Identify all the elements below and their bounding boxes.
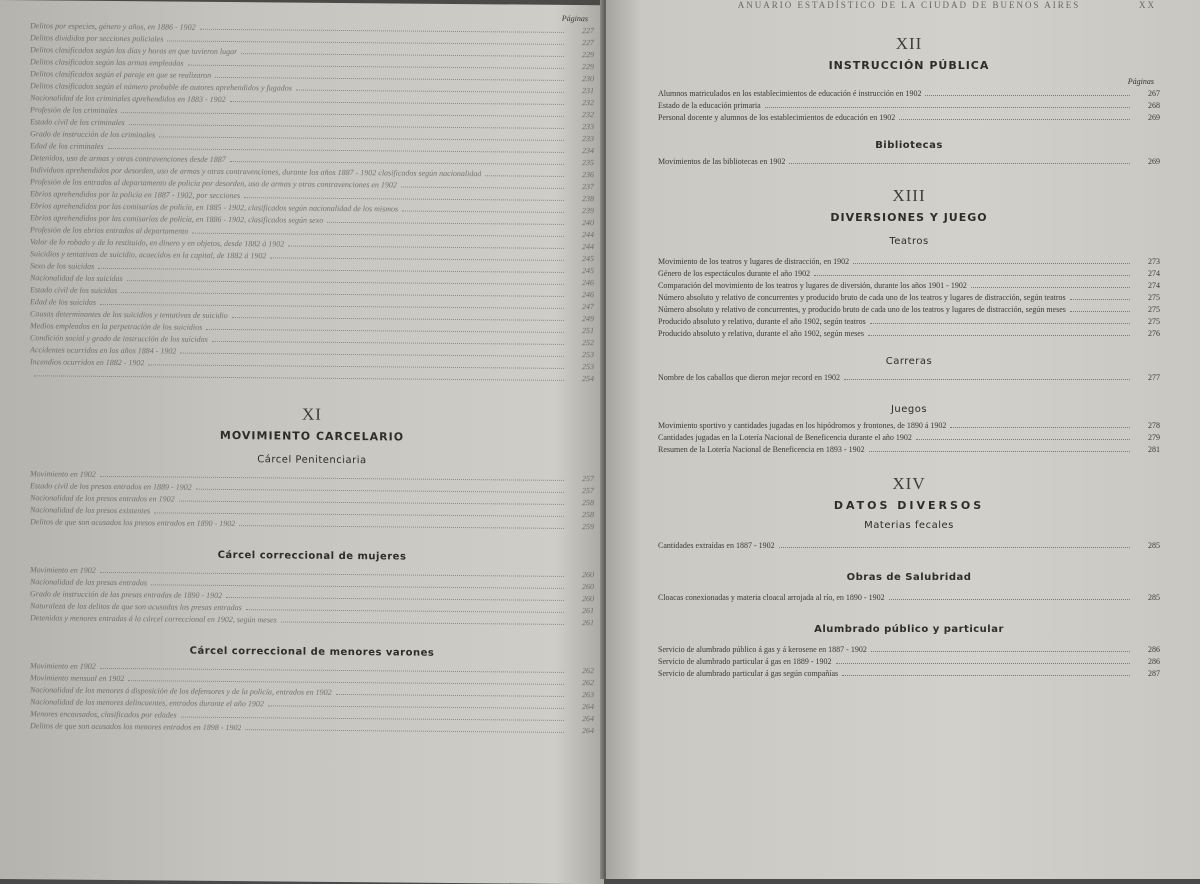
- index-entry-page: 245: [582, 254, 594, 264]
- index-entry-title: Ebrios aprehendidos por la policía en 1887 - 1902, por secciones: [30, 189, 241, 201]
- index-entry-page: 264: [582, 726, 594, 736]
- index-entry: [658, 592, 1160, 604]
- section-title-diversiones-y-juego: DIVERSIONES Y JUEGO: [830, 211, 988, 224]
- dot-leader: [268, 705, 564, 709]
- dot-leader: [226, 597, 564, 601]
- running-header-page-number: XX: [1139, 0, 1156, 10]
- index-entry-title: Estado de la educación primaria: [658, 101, 761, 110]
- subsection-title-carcel-mujeres: Cárcel correccional de mujeres: [217, 549, 407, 563]
- index-entry-title: Nacionalidad de las presas entradas: [30, 577, 148, 588]
- index-entry-title: Número absoluto y relativo de concurrentes, y producido bruto de cada uno de los teatros y lugares de distracción, según meses: [658, 305, 1066, 314]
- index-entry-page: 254: [582, 374, 594, 384]
- index-entry-page: 251: [582, 326, 594, 336]
- index-entry-title: Detenidos, uso de armas y otras contravenciones desde 1887: [30, 153, 226, 164]
- dot-leader: [853, 263, 1130, 264]
- index-entry-page: 274: [1148, 281, 1160, 290]
- dot-leader: [188, 65, 564, 69]
- dot-leader: [127, 280, 564, 285]
- dot-leader: [281, 621, 564, 624]
- index-entry-title: Cloacas conexionadas y materia cloacal arrojada al río, en 1890 - 1902: [658, 593, 885, 602]
- index-entry-page: 233: [582, 122, 594, 132]
- dot-leader: [129, 124, 564, 129]
- dot-leader: [148, 364, 564, 369]
- index-entry-page: 244: [582, 242, 594, 252]
- index-entry-page: 263: [582, 690, 594, 700]
- index-entry-page: 278: [1148, 421, 1160, 430]
- index-entry-title: Delitos de que son acusados los menores entrados en 1898 - 1902: [30, 721, 242, 733]
- index-entry-title: Accidentes ocurridos en los años 1884 - 1902: [30, 345, 177, 356]
- dot-leader: [869, 451, 1130, 452]
- mujeres-index-list: [30, 564, 594, 629]
- index-entry: [658, 292, 1160, 304]
- index-entry-page: 229: [582, 50, 594, 60]
- dot-leader: [108, 148, 564, 153]
- index-entry-page: 227: [582, 26, 594, 36]
- index-entry: [658, 372, 1160, 384]
- subsection-title-teatros: Teatros: [889, 236, 929, 247]
- index-entry-page: 269: [1148, 157, 1160, 166]
- dot-leader: [232, 317, 564, 321]
- index-entry-page: 264: [582, 714, 594, 724]
- index-entry-title: Delitos de que son acusados los presos entrados en 1890 - 1902: [30, 517, 236, 529]
- index-entry-page: 261: [582, 618, 594, 628]
- index-entry-title: Incendios ocurridos en 1882 - 1902: [30, 357, 145, 368]
- dot-leader: [180, 353, 564, 357]
- dot-leader: [1070, 299, 1130, 300]
- index-entry-title: Cantidades extraídas en 1887 - 1902: [658, 541, 775, 550]
- index-entry: [658, 304, 1160, 316]
- index-entry-title: Medios empleados en la perpetración de los suicidios: [30, 321, 203, 332]
- index-entry-title: Estado civil de los suicidas: [30, 285, 118, 296]
- index-entry-title: Ebrios aprehendidos por las comisarías de policía, en 1886 - 1902, clasificados según sexo: [30, 213, 324, 225]
- dot-leader: [179, 501, 564, 505]
- dot-leader: [206, 329, 564, 333]
- index-entry-title: Menores encausados, clasificados por edades: [30, 709, 177, 720]
- index-entry-title: Personal docente y alumnos de los establecimientos de educación en 1902: [658, 113, 896, 122]
- index-entry-title: Movimiento de los teatros y lugares de distracción, en 1902: [658, 257, 850, 266]
- dot-leader: [871, 651, 1130, 652]
- dot-leader: [244, 197, 564, 201]
- index-entry-title: Grado de instrucción de los criminales: [30, 129, 156, 140]
- index-entry-page: 262: [582, 678, 594, 688]
- dot-leader: [842, 675, 1130, 676]
- index-entry-page: 274: [1148, 269, 1160, 278]
- dot-leader: [870, 323, 1130, 324]
- index-entry-page: 235: [582, 158, 594, 168]
- dot-leader: [401, 186, 564, 188]
- index-entry-title: Estado civil de los criminales: [30, 117, 125, 128]
- dot-leader: [889, 599, 1130, 600]
- section-title-instruccion-publica: INSTRUCCIÓN PÚBLICA: [828, 59, 990, 72]
- index-entry-page: 252: [582, 338, 594, 348]
- index-entry-page: 268: [1148, 101, 1160, 110]
- index-entry-title: Estado civil de los presos entrados en 1889 - 1902: [30, 481, 192, 492]
- dot-leader: [200, 29, 564, 33]
- index-entry-title: Profesión de los entrados al departamento de policía por desorden, uso de armas y otras contravenciones en 1902: [30, 177, 397, 190]
- index-entry-title: Nacionalidad de los suicidas: [30, 273, 123, 284]
- index-entry-title: Número absoluto y relativo de concurrentes y producido bruto de cada uno de los teatros y lugares de distracción, según teatros: [658, 293, 1066, 302]
- index-entry-page: 281: [1148, 445, 1160, 454]
- teatros-index-list: [658, 256, 1160, 340]
- index-entry-page: 260: [582, 594, 594, 604]
- subsection-title-bibliotecas: Bibliotecas: [875, 140, 943, 151]
- paginas-label: Páginas: [561, 13, 588, 24]
- dot-leader: [899, 119, 1130, 120]
- index-entry-title: Servicio de alumbrado particular á gas en 1889 - 1902: [658, 657, 832, 666]
- materias-index-list: [658, 540, 1160, 552]
- index-entry-title: Cantidades jugadas en la Lotería Nacional de Beneficencia durante el año 1902: [658, 433, 912, 442]
- bibliotecas-index-list: [658, 156, 1160, 168]
- index-entry-title: Movimiento sportivo y cantidades jugadas en los hipódromos y frontones, de 1890 á 1902: [658, 421, 947, 430]
- index-entry-page: 279: [1148, 433, 1160, 442]
- index-entry-title: Resumen de la Lotería Nacional de Beneficencia en 1893 - 1902: [658, 445, 865, 454]
- section-title-datos-diversos: DATOS DIVERSOS: [833, 499, 985, 512]
- index-entry-page: 237: [582, 182, 594, 192]
- index-entry-title: Alumnos matriculados en los establecimientos de educación é instrucción en 1902: [658, 89, 922, 98]
- index-entry-title: Condición social y grado de instrucción de los suicidas: [30, 333, 208, 344]
- index-entry-page: 277: [1148, 373, 1160, 382]
- index-entry-title: Delitos clasificados según las armas empleadas: [30, 57, 184, 68]
- index-entry-page: 247: [582, 302, 594, 312]
- index-entry-title: Movimiento en 1902: [30, 661, 96, 671]
- index-entry-title: Naturaleza de los delitos de que son acusadas las presas entradas: [30, 601, 242, 613]
- dot-leader: [100, 668, 564, 673]
- index-entry: [658, 112, 1160, 124]
- dot-leader: [98, 268, 564, 273]
- dot-leader: [100, 572, 564, 577]
- index-entry: [658, 256, 1160, 268]
- dot-leader: [239, 525, 564, 529]
- dot-leader: [159, 136, 564, 141]
- dot-leader: [181, 717, 564, 721]
- index-entry-page: 244: [582, 230, 594, 240]
- dot-leader: [121, 112, 564, 117]
- dot-leader: [1070, 311, 1130, 312]
- index-entry-page: 246: [582, 278, 594, 288]
- instruccion-index-list: [658, 88, 1160, 124]
- index-entry-title: Suicidios y tentativas de suicidio, acaecidos en la capital, de 1882 á 1902: [30, 249, 267, 261]
- index-entry-title: Profesión de los ebrios entrados al departamento: [30, 225, 189, 236]
- index-entry-title: Detenidas y menores entradas á la cárcel correccional en 1902, según meses: [30, 613, 277, 625]
- running-header: [658, 0, 1160, 12]
- index-entry: [658, 88, 1160, 100]
- index-entry-title: Edad de los suicidas: [30, 297, 96, 307]
- index-entry-title: Delitos divididos por secciones policiales: [30, 33, 164, 44]
- dot-leader: [128, 680, 564, 685]
- index-entry-page: 273: [1148, 257, 1160, 266]
- dot-leader: [327, 222, 564, 225]
- index-entry: [658, 540, 1160, 552]
- dot-leader: [196, 489, 564, 493]
- dot-leader: [215, 77, 564, 81]
- index-entry-title: Profesión de los criminales: [30, 105, 118, 116]
- index-entry-title: Nacionalidad de los menores delincuentes, entrados durante el año 1902: [30, 697, 264, 709]
- dot-leader: [844, 379, 1130, 380]
- dot-leader: [296, 90, 564, 93]
- section-roman-xi: XI: [302, 404, 322, 424]
- dot-leader: [212, 341, 564, 345]
- index-entry: [658, 420, 1160, 432]
- dot-leader: [100, 476, 564, 481]
- index-entry-page: 267: [1148, 89, 1160, 98]
- index-entry-title: Delitos clasificados según el número probable de autores aprehendidos y fugados: [30, 81, 292, 93]
- dot-leader: [288, 246, 564, 249]
- index-entry: [658, 656, 1160, 668]
- index-entry-page: 286: [1148, 645, 1160, 654]
- subsection-title-carreras: Carreras: [885, 356, 933, 367]
- index-entry-page: 236: [582, 170, 594, 180]
- dot-leader: [789, 163, 1130, 164]
- index-entry-page: 232: [582, 98, 594, 108]
- index-entry-title: Individuos aprehendidos por desorden, uso de armas y otras contravenciones, durante los años 1887 - 1902 clasificados según nacionalidad: [30, 165, 482, 179]
- index-entry-title: Nacionalidad de los presos entrados en 1902: [30, 493, 175, 504]
- dot-leader: [485, 175, 564, 177]
- index-entry-page: 240: [582, 218, 594, 228]
- index-entry-title: Edad de los criminales: [30, 141, 104, 151]
- index-entry-title: Movimientos de las bibliotecas en 1902: [658, 157, 786, 166]
- index-entry-page: 234: [582, 146, 594, 156]
- index-entry-title: Valor de lo robado y de lo restituido, en dinero y en objetos, desde 1882 á 1902: [30, 237, 285, 249]
- index-entry-page: 229: [582, 62, 594, 72]
- running-header-title: ANUARIO ESTADÍSTICO DE LA CIUDAD DE BUENOS AIRES: [737, 0, 1081, 10]
- index-entry: [658, 100, 1160, 112]
- dot-leader: [121, 292, 564, 297]
- subsection-title-carcel-penitenciaria: Cárcel Penitenciaria: [257, 454, 367, 467]
- index-entry-page: 262: [582, 666, 594, 676]
- index-entry-title: Servicio de alumbrado público á gas y á kerosene en 1887 - 1902: [658, 645, 867, 654]
- dot-leader: [246, 609, 564, 613]
- index-entry-page: 260: [582, 582, 594, 592]
- index-entry-page: 285: [1148, 541, 1160, 550]
- index-entry: [658, 668, 1160, 680]
- subsection-title-obras-salubridad: Obras de Salubridad: [846, 572, 972, 583]
- dot-leader: [230, 161, 564, 165]
- index-entry-page: 227: [582, 38, 594, 48]
- section-roman-xiv: XIV: [892, 474, 926, 493]
- index-entry-page: 258: [582, 510, 594, 520]
- section-roman-xii: XII: [895, 34, 923, 53]
- index-entry-page: 249: [582, 314, 594, 324]
- index-entry-page: 257: [582, 474, 594, 484]
- index-entry-page: 232: [582, 110, 594, 120]
- index-entry-page: 238: [582, 194, 594, 204]
- index-entry: [658, 444, 1160, 456]
- index-entry-title: Movimiento en 1902: [30, 565, 96, 575]
- index-entry-page: 257: [582, 486, 594, 496]
- dot-leader: [916, 439, 1130, 440]
- index-entry-title: Delitos clasificados según los días y horas en que tuvieron lugar: [30, 45, 238, 57]
- index-entry-title: Género de los espectáculos durante el año 1902: [658, 269, 811, 278]
- index-entry-page: 286: [1148, 657, 1160, 666]
- index-entry-page: 275: [1148, 305, 1160, 314]
- dot-leader: [151, 584, 564, 589]
- index-entry-page: 259: [582, 522, 594, 532]
- index-entry-page: 246: [582, 290, 594, 300]
- index-entry-page: 269: [1148, 113, 1160, 122]
- salubridad-index-list: [658, 592, 1160, 604]
- dot-leader: [925, 95, 1130, 96]
- dot-leader: [230, 101, 564, 105]
- dot-leader: [154, 512, 564, 517]
- index-entry-page: 253: [582, 350, 594, 360]
- index-entry: [658, 156, 1160, 168]
- dot-leader: [950, 427, 1130, 428]
- dot-leader: [245, 729, 564, 733]
- index-entry-title: Nacionalidad de los menores á disposición de los defensores y de la policía, entrados en 1902: [30, 685, 332, 697]
- subsection-title-juegos: Juegos: [890, 404, 928, 415]
- dot-leader: [868, 335, 1130, 336]
- dot-leader: [836, 663, 1131, 664]
- dot-leader: [100, 304, 564, 309]
- index-entry-page: 261: [582, 606, 594, 616]
- index-entry-page: 258: [582, 498, 594, 508]
- index-entry: [658, 280, 1160, 292]
- dot-leader: [167, 40, 564, 44]
- alumbrado-index-list: [658, 644, 1160, 680]
- index-entry-title: Producido absoluto y relativo, durante el año 1902, según meses: [658, 329, 864, 338]
- index-entry-title: Delitos clasificados según el paraje en que se realizaron: [30, 69, 212, 80]
- dot-leader: [814, 275, 1130, 276]
- index-entry-title: Sexo de los suicidas: [30, 261, 95, 271]
- index-entry: [658, 316, 1160, 328]
- index-entry-page: 275: [1148, 293, 1160, 302]
- index-entry-page: 264: [582, 702, 594, 712]
- index-entry-title: Movimiento mensual en 1902: [30, 673, 125, 684]
- index-entry: [658, 268, 1160, 280]
- index-entry-title: Nacionalidad de los criminales aprehendidos en 1883 - 1902: [30, 93, 226, 104]
- penitenciaria-index-list: [30, 468, 594, 533]
- index-entry: [658, 328, 1160, 340]
- index-entry-title: Nombre de los caballos que dieron mejor record en 1902: [658, 373, 840, 382]
- index-entry-page: 276: [1148, 329, 1160, 338]
- paginas-label-right: Páginas: [1127, 77, 1154, 86]
- index-entry-title: Grado de instrucción de las presas entradas de 1890 - 1902: [30, 589, 223, 600]
- subsection-title-materias-fecales: Materias fecales: [864, 520, 954, 531]
- subsection-title-carcel-menores: Cárcel correccional de menores varones: [189, 645, 435, 659]
- index-entry: [658, 644, 1160, 656]
- index-entry-page: 287: [1148, 669, 1160, 678]
- dot-leader: [34, 375, 564, 381]
- index-entry-page: 275: [1148, 317, 1160, 326]
- dot-leader: [192, 233, 564, 237]
- index-entry-title: Ebrios aprehendidos por las comisarías de policía, en 1885 - 1902, clasificados según nacionalidad de los mismos: [30, 201, 399, 214]
- section-roman-xiii: XIII: [892, 186, 926, 205]
- dot-leader: [241, 53, 564, 57]
- subsection-title-alumbrado: Alumbrado público y particular: [814, 624, 1004, 635]
- index-entry: [658, 432, 1160, 444]
- index-entry-title: Comparación del movimiento de los teatros y lugares de diversión, durante los años 1901 - 1902: [658, 281, 967, 290]
- dot-leader: [971, 287, 1130, 288]
- index-entry-page: 253: [582, 362, 594, 372]
- index-entry-page: 260: [582, 570, 594, 580]
- section-title-movimiento-carcelario: MOVIMIENTO CARCELARIO: [219, 428, 405, 444]
- right-page: [606, 0, 1200, 879]
- index-entry-page: 239: [582, 206, 594, 216]
- menores-index-list: [30, 660, 594, 737]
- dot-leader: [779, 547, 1130, 548]
- dot-leader: [336, 694, 564, 697]
- crime-index-list: [30, 20, 594, 385]
- index-entry-title: Movimiento en 1902: [30, 469, 96, 479]
- dot-leader: [270, 257, 564, 261]
- index-entry-page: 231: [582, 86, 594, 96]
- index-entry-title: Producido absoluto y relativo, durante el año 1902, según teatros: [658, 317, 866, 326]
- dot-leader: [402, 211, 564, 213]
- index-entry-title: Servicio de alumbrado particular á gas según compañías: [658, 669, 839, 678]
- juegos-index-list: [658, 420, 1160, 456]
- dot-leader: [765, 107, 1130, 108]
- index-entry-page: 245: [582, 266, 594, 276]
- index-entry-title: Causas determinantes de los suicidios y tentativas de suicidio: [30, 309, 228, 320]
- index-entry-title: Delitos por especies, género y años, en 1886 - 1902: [30, 21, 196, 32]
- index-entry-page: 233: [582, 134, 594, 144]
- index-entry-page: 285: [1148, 593, 1160, 602]
- carreras-index-list: [658, 372, 1160, 384]
- index-entry-title: Nacionalidad de los presos existentes: [30, 505, 151, 516]
- index-entry-page: 230: [582, 74, 594, 84]
